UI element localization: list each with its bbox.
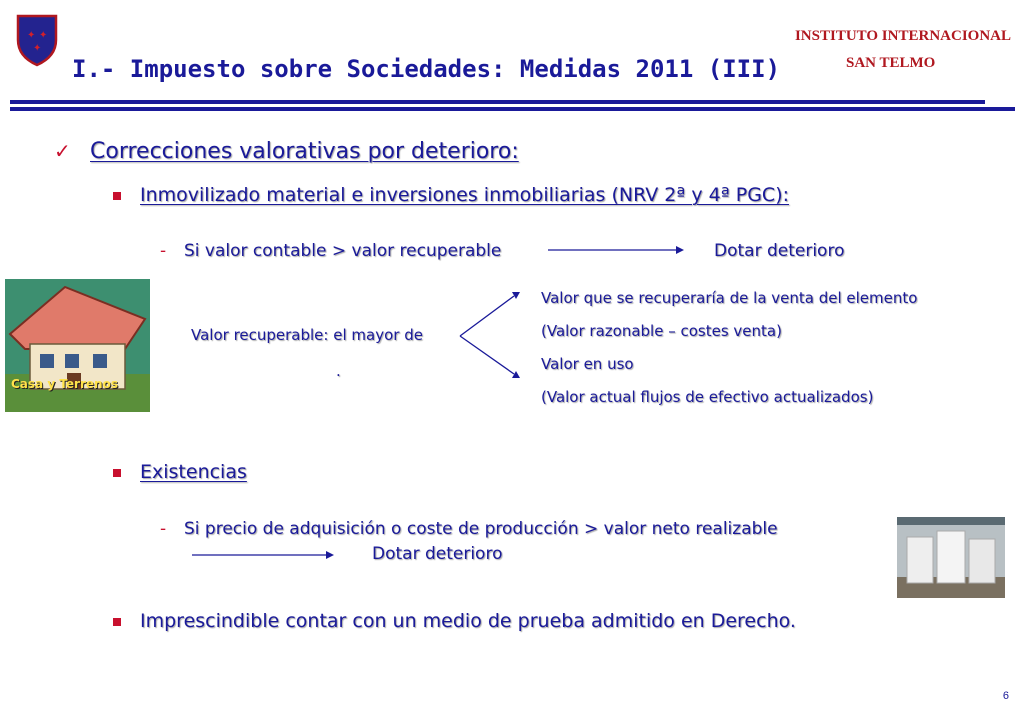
- dash-bullet: -: [160, 241, 167, 261]
- sub-heading-prueba: Imprescindible contar con un medio de prueba admitido en Derecho.: [140, 610, 796, 632]
- bullet-square-icon: [113, 192, 121, 200]
- bullet-square-icon: [113, 469, 121, 477]
- institute-name-line1: INSTITUTO INTERNACIONAL: [794, 28, 1011, 44]
- svg-text:✦: ✦: [33, 43, 42, 54]
- stray-dot: .: [336, 362, 341, 380]
- page-number: 6: [1002, 690, 1009, 702]
- page-title: I.- Impuesto sobre Sociedades: Medidas 2011 (III): [72, 55, 781, 83]
- svg-text:✦: ✦: [27, 30, 36, 41]
- recoverable-value-label: Valor recuperable: el mayor de: [191, 326, 423, 344]
- arrow-right-icon: [192, 548, 334, 562]
- result-text-2: Dotar deterioro: [372, 544, 503, 564]
- house-image-caption: Casa y Terrenos: [11, 377, 118, 391]
- option-valor-razonable: (Valor razonable – costes venta): [541, 322, 782, 340]
- warehouse-image: [897, 517, 1005, 598]
- institute-name-line2: SAN TELMO: [846, 55, 936, 71]
- dash-bullet: -: [160, 519, 167, 539]
- shield-crest-icon: [16, 14, 58, 66]
- condition-text-2: Si precio de adquisición o coste de producción > valor neto realizable: [184, 519, 778, 539]
- section-heading: Correcciones valorativas por deterioro:: [90, 139, 519, 164]
- option-valor-uso: Valor en uso: [541, 355, 634, 373]
- option-venta: Valor que se recuperaría de la venta del elemento: [541, 289, 918, 307]
- arrow-right-icon: [548, 243, 684, 257]
- result-text-1: Dotar deterioro: [714, 241, 845, 261]
- sub-heading-existencias: Existencias: [140, 461, 247, 483]
- condition-text-1: Si valor contable > valor recuperable: [184, 241, 502, 261]
- header-rule-bottom: [10, 107, 1015, 111]
- branch-arrows-icon: [458, 290, 522, 380]
- bullet-square-icon: [113, 618, 121, 626]
- option-flujos-efectivo: (Valor actual flujos de efectivo actualizados): [541, 388, 874, 406]
- checkmark-icon: ✓: [54, 139, 71, 163]
- svg-text:✦: ✦: [39, 30, 48, 41]
- sub-heading-inmovilizado: Inmovilizado material e inversiones inmobiliarias (NRV 2ª y 4ª PGC):: [140, 184, 790, 206]
- header-rule-top: [10, 100, 985, 104]
- house-image: [5, 279, 150, 412]
